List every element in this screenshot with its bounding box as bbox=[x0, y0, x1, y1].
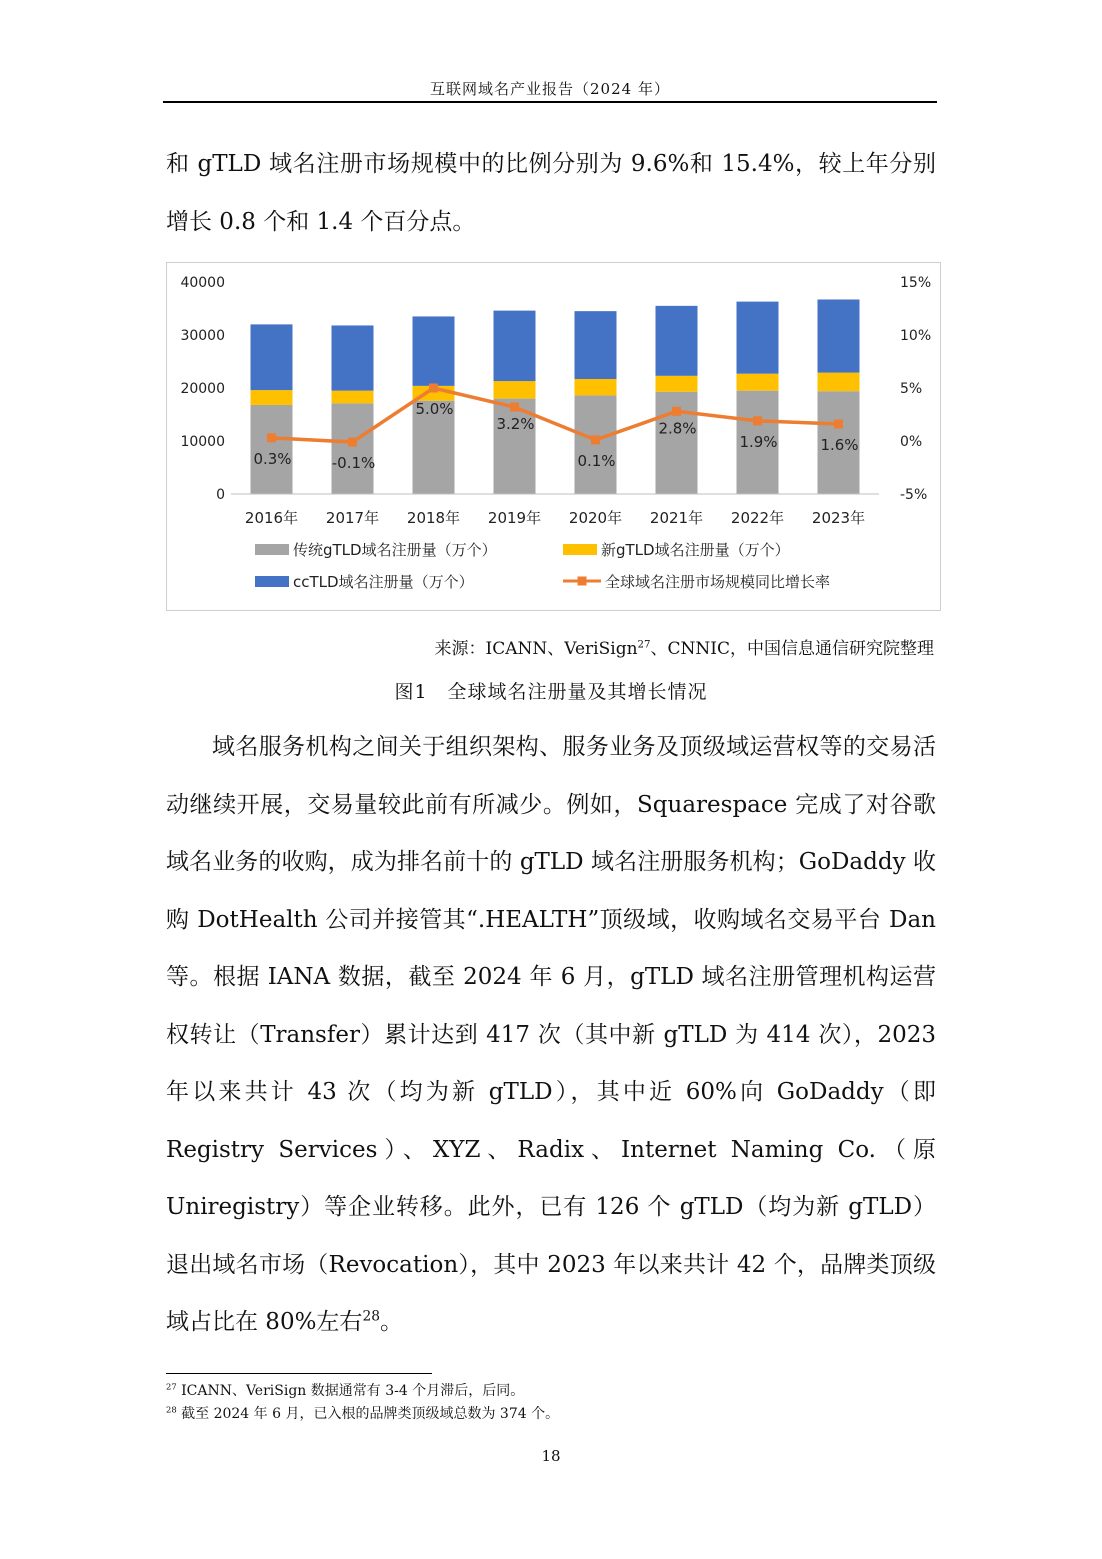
legend-label: 传统gTLD域名注册量（万个） bbox=[293, 541, 497, 559]
growth-data-label: 5.0% bbox=[415, 400, 454, 418]
x-tick-label: 2019年 bbox=[487, 509, 542, 527]
growth-marker bbox=[591, 435, 600, 444]
growth-marker bbox=[834, 420, 843, 429]
running-header: 互联网域名产业报告（2024 年） bbox=[430, 80, 670, 98]
x-tick-label: 2021年 bbox=[649, 509, 704, 527]
paragraph-body bbox=[166, 719, 936, 1352]
x-tick-label: 2017年 bbox=[325, 509, 380, 527]
growth-data-label: 3.2% bbox=[496, 415, 535, 434]
y2-tick-label: 10% bbox=[900, 328, 932, 344]
footnote-mark: 27 bbox=[166, 1381, 177, 1392]
paragraph-body-end: 。 bbox=[380, 1309, 403, 1335]
growth-data-label: 0.3% bbox=[253, 449, 292, 468]
body-footnote-ref[interactable]: 28 bbox=[362, 1308, 380, 1325]
header-rule bbox=[163, 101, 937, 103]
bar-segment bbox=[575, 379, 617, 395]
bar-segment bbox=[332, 403, 374, 494]
footnote-text: 截至 2024 年 6 月，已入根的品牌类顶级域总数为 374 个。 bbox=[181, 1406, 560, 1422]
bar-segment bbox=[494, 311, 536, 381]
growth-marker bbox=[267, 433, 276, 442]
legend-swatch bbox=[563, 544, 597, 555]
bar-segment bbox=[251, 390, 293, 405]
footnote-mark: 28 bbox=[166, 1404, 177, 1415]
y-tick-label: 20000 bbox=[180, 381, 225, 397]
paragraph-body-text: 域名服务机构之间关于组织架构、服务业务及顶级域运营权等的交易活动继续开展，交易量较此前有所减少。例如，Squarespace 完成了对谷歌域名业务的收购，成为排名前十的 gTLD 域名注册服务机构；GoDaddy 收购 DotHealth 公司并接管其“.HEALTH”顶级域，收购域名交易平台 Dan 等。根据 IANA 数据，截至 2024 年 6 月，gTLD 域名注册管理机构运营权转让（Transfer）累计达到 417 次（其中新 gTLD 为 414 次），2023 年以来共计 43 次（均为新 gTLD），其中近 60%向 GoDaddy（即 Registry Services）、XYZ、Radix、Internet Naming Co.（原 Uniregistry）等企业转移。此外，已有 126 个 gTLD（均为新 gTLD）退出域名市场（Revocation），其中 2023 年以来共计 42 个，品牌类顶级域占比在 80%左右 bbox=[166, 734, 936, 1335]
bar-segment bbox=[737, 302, 779, 374]
growth-data-label: 2.8% bbox=[658, 419, 697, 438]
bar-segment bbox=[818, 299, 860, 372]
x-tick-label: 2020年 bbox=[568, 509, 623, 527]
bar-segment bbox=[737, 374, 779, 391]
legend-marker bbox=[578, 577, 587, 586]
chart-source bbox=[166, 634, 934, 659]
x-tick-label: 2022年 bbox=[730, 509, 785, 527]
growth-data-label: -0.1% bbox=[331, 454, 376, 473]
footnote-rule bbox=[166, 1373, 432, 1374]
y2-tick-label: -5% bbox=[900, 487, 928, 503]
bar-segment bbox=[332, 325, 374, 390]
bar-segment bbox=[656, 376, 698, 392]
y2-tick-label: 0% bbox=[900, 434, 923, 450]
x-tick-label: 2018年 bbox=[406, 509, 461, 527]
legend-label: ccTLD域名注册量（万个） bbox=[293, 573, 474, 591]
growth-marker bbox=[510, 403, 519, 412]
y2-tick-label: 15% bbox=[900, 275, 932, 291]
legend-swatch bbox=[255, 544, 289, 555]
legend-label: 新gTLD域名注册量（万个） bbox=[601, 541, 790, 559]
figure-caption: 图1 全球域名注册量及其增长情况 bbox=[394, 681, 708, 703]
source-prefix: 来源：ICANN、VeriSign bbox=[434, 639, 638, 659]
growth-data-label: 1.9% bbox=[739, 432, 778, 451]
growth-marker bbox=[672, 407, 681, 416]
bar-segment bbox=[656, 306, 698, 376]
growth-marker bbox=[753, 416, 762, 425]
bar-segment bbox=[413, 316, 455, 385]
page-number: 18 bbox=[541, 1447, 561, 1465]
bar-segment bbox=[818, 373, 860, 392]
y-tick-label: 40000 bbox=[180, 275, 225, 291]
source-suffix: 、CNNIC，中国信息通信研究院整理 bbox=[650, 639, 934, 659]
growth-marker bbox=[348, 438, 357, 447]
x-tick-label: 2023年 bbox=[811, 509, 866, 527]
chart-svg bbox=[167, 263, 940, 610]
footnote-27 bbox=[166, 1381, 524, 1401]
chart-container bbox=[166, 262, 941, 611]
growth-data-label: 1.6% bbox=[820, 436, 859, 455]
y-tick-label: 0 bbox=[216, 487, 225, 503]
y-tick-label: 10000 bbox=[180, 434, 225, 450]
source-footnote-ref[interactable]: 27 bbox=[637, 639, 651, 651]
legend-swatch bbox=[255, 576, 289, 587]
bar-segment bbox=[494, 381, 536, 398]
legend-label: 全球域名注册市场规模同比增长率 bbox=[605, 573, 831, 591]
growth-marker bbox=[429, 384, 438, 393]
y2-tick-label: 5% bbox=[900, 381, 923, 397]
footnote-text: ICANN、VeriSign 数据通常有 3-4 个月滞后，后同。 bbox=[181, 1383, 525, 1399]
x-tick-label: 2016年 bbox=[244, 509, 299, 527]
y-tick-label: 30000 bbox=[180, 328, 225, 344]
growth-data-label: 0.1% bbox=[577, 451, 616, 470]
bar-segment bbox=[332, 391, 374, 404]
bar-segment bbox=[575, 395, 617, 494]
bar-segment bbox=[575, 311, 617, 379]
paragraph-intro: 和 gTLD 域名注册市场规模中的比例分别为 9.6%和 15.4%，较上年分别增长 0.8 个和 1.4 个百分点。 bbox=[166, 151, 936, 235]
bar-segment bbox=[251, 324, 293, 390]
footnote-28 bbox=[166, 1404, 559, 1424]
